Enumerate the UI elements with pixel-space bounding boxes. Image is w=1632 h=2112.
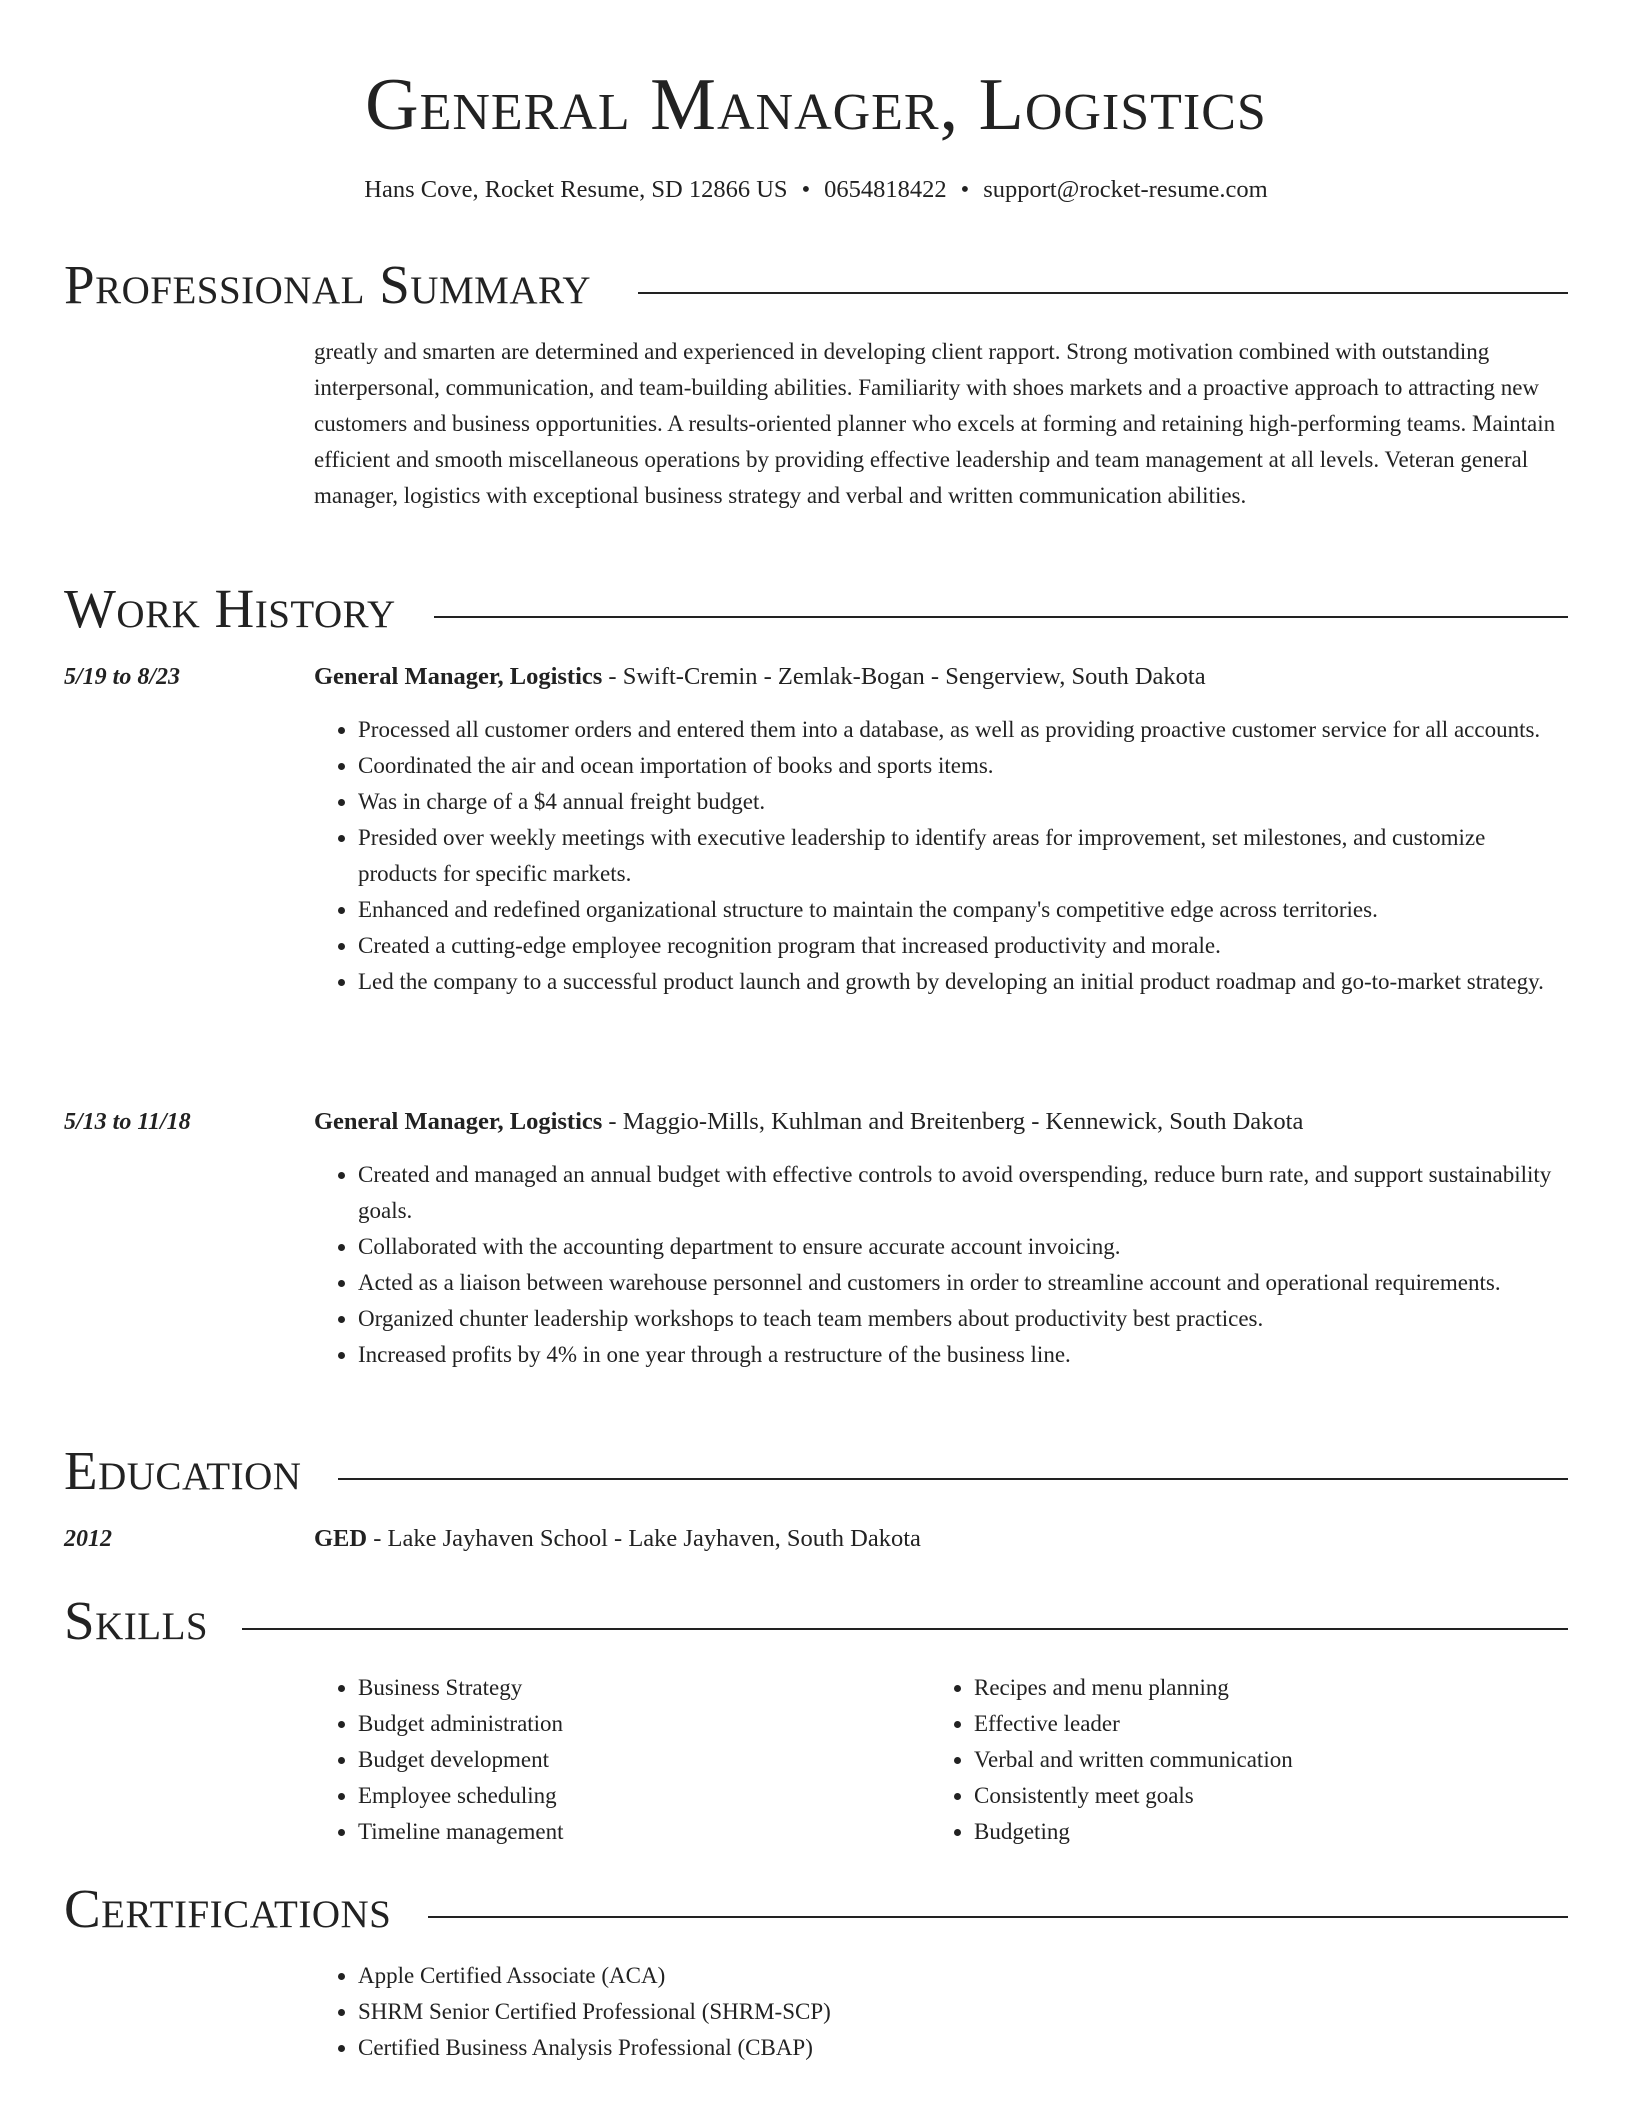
skill-item: • Budget development: [358, 1742, 924, 1778]
work-heading: Work History: [64, 578, 396, 639]
job-bullet: • Organized chunter leadership workshops to teach team members about productivity best practices.: [358, 1301, 1568, 1337]
education-section-header: [64, 1436, 1568, 1506]
resume-title: General Manager, Logistics: [365, 64, 1267, 146]
skill-item: • Timeline management: [358, 1814, 924, 1850]
skill-item: • Consistently meet goals: [974, 1778, 1568, 1814]
certification-item: • Certified Business Analysis Professional (CBAP): [358, 2030, 1568, 2066]
job-role: General Manager, Logistics: [314, 663, 603, 690]
skill-item: • Verbal and written communication: [974, 1742, 1568, 1778]
job-bullet: • Collaborated with the accounting department to ensure accurate account invoicing.: [358, 1229, 1568, 1265]
certifications-section-header: [64, 1874, 1568, 1944]
skill-item: • Budgeting: [974, 1814, 1568, 1850]
skill-item: • Recipes and menu planning: [974, 1670, 1568, 1706]
education-degree: GED: [314, 1525, 368, 1552]
skills-list-left: [314, 1670, 924, 1850]
job-dates: 5/19 to 8/23: [64, 664, 181, 690]
education-heading: Education: [64, 1440, 302, 1501]
job-bullet: • Acted as a liaison between warehouse personnel and customers in order to streamline account and operational requirements.: [358, 1265, 1568, 1301]
job-title-line: [314, 1104, 1568, 1140]
skills-section-header: [64, 1586, 1568, 1656]
job-bullet: • Led the company to a successful product launch and growth by developing an initial product roadmap and go-to-market strategy.: [358, 964, 1568, 1000]
education-year: 2012: [64, 1526, 112, 1552]
job-details: - Swift-Cremin - Zemlak-Bogan - Sengerview, South Dakota: [602, 663, 1206, 690]
section-divider: [434, 616, 1568, 618]
contact-email: support@rocket-resume.com: [983, 176, 1268, 203]
contact-line: [64, 174, 1568, 206]
section-divider: [638, 292, 1568, 294]
skill-item: • Effective leader: [974, 1706, 1568, 1742]
education-details: - Lake Jayhaven School - Lake Jayhaven, South Dakota: [367, 1525, 921, 1552]
summary-section-header: [64, 250, 1568, 320]
job-bullet: • Created and managed an annual budget with effective controls to avoid overspending, reduce burn rate, and support sustainability goals.: [358, 1157, 1568, 1229]
skill-item: • Employee scheduling: [358, 1778, 924, 1814]
job-role: General Manager, Logistics: [314, 1108, 603, 1135]
contact-separator: •: [801, 176, 811, 203]
skill-item: • Business Strategy: [358, 1670, 924, 1706]
certification-item: • SHRM Senior Certified Professional (SHRM-SCP): [358, 1994, 1568, 2030]
summary-text: greatly and smarten are determined and experienced in developing client rapport. Strong motivation combined with outstanding interpersonal, communication, and team-building abilities. Familiarity with shoes markets and a proactive approach to attracting new customers and business opportunities. A results-oriented planner who excels at forming and retaining high-performing teams. Maintain efficient and smooth miscellaneous operations by providing effective leadership and team management at all levels. Veteran general manager, logistics with exceptional business strategy and verbal and written communication abilities.: [314, 339, 1556, 508]
skills-list-right: [930, 1670, 1568, 1850]
section-divider: [242, 1628, 1568, 1630]
section-divider: [338, 1478, 1568, 1480]
contact-separator: •: [960, 176, 970, 203]
job-bullets: [314, 712, 1568, 1000]
job-bullet: • Processed all customer orders and entered them into a database, as well as providing proactive customer service for all accounts.: [358, 712, 1568, 748]
skill-item: • Budget administration: [358, 1706, 924, 1742]
section-divider: [428, 1916, 1568, 1918]
job-bullet: • Was in charge of a $4 annual freight budget.: [358, 784, 1568, 820]
job-dates: 5/13 to 11/18: [64, 1109, 191, 1135]
certifications-heading: Certifications: [64, 1878, 392, 1939]
job-details: - Maggio-Mills, Kuhlman and Breitenberg - Kennewick, South Dakota: [602, 1108, 1304, 1135]
contact-address: Hans Cove, Rocket Resume, SD 12866 US: [364, 176, 788, 203]
job-bullet: • Created a cutting-edge employee recognition program that increased productivity and morale.: [358, 928, 1568, 964]
job-bullet: • Presided over weekly meetings with executive leadership to identify areas for improvement, set milestones, and customize products for specific markets.: [358, 820, 1568, 892]
contact-phone: 0654818422: [824, 176, 947, 203]
job-bullets: [314, 1157, 1568, 1373]
job-bullet: • Increased profits by 4% in one year through a restructure of the business line.: [358, 1337, 1568, 1373]
certifications-list: [314, 1958, 1568, 2066]
job-bullet: • Coordinated the air and ocean importation of books and sports items.: [358, 748, 1568, 784]
skills-heading: Skills: [64, 1590, 209, 1651]
work-section-header: [64, 574, 1568, 644]
job-title-line: [314, 659, 1568, 695]
education-line: [314, 1521, 1568, 1557]
summary-heading: Professional Summary: [64, 254, 592, 315]
certification-item: • Apple Certified Associate (ACA): [358, 1958, 1568, 1994]
job-bullet: • Enhanced and redefined organizational structure to maintain the company's competitive edge across territories.: [358, 892, 1568, 928]
